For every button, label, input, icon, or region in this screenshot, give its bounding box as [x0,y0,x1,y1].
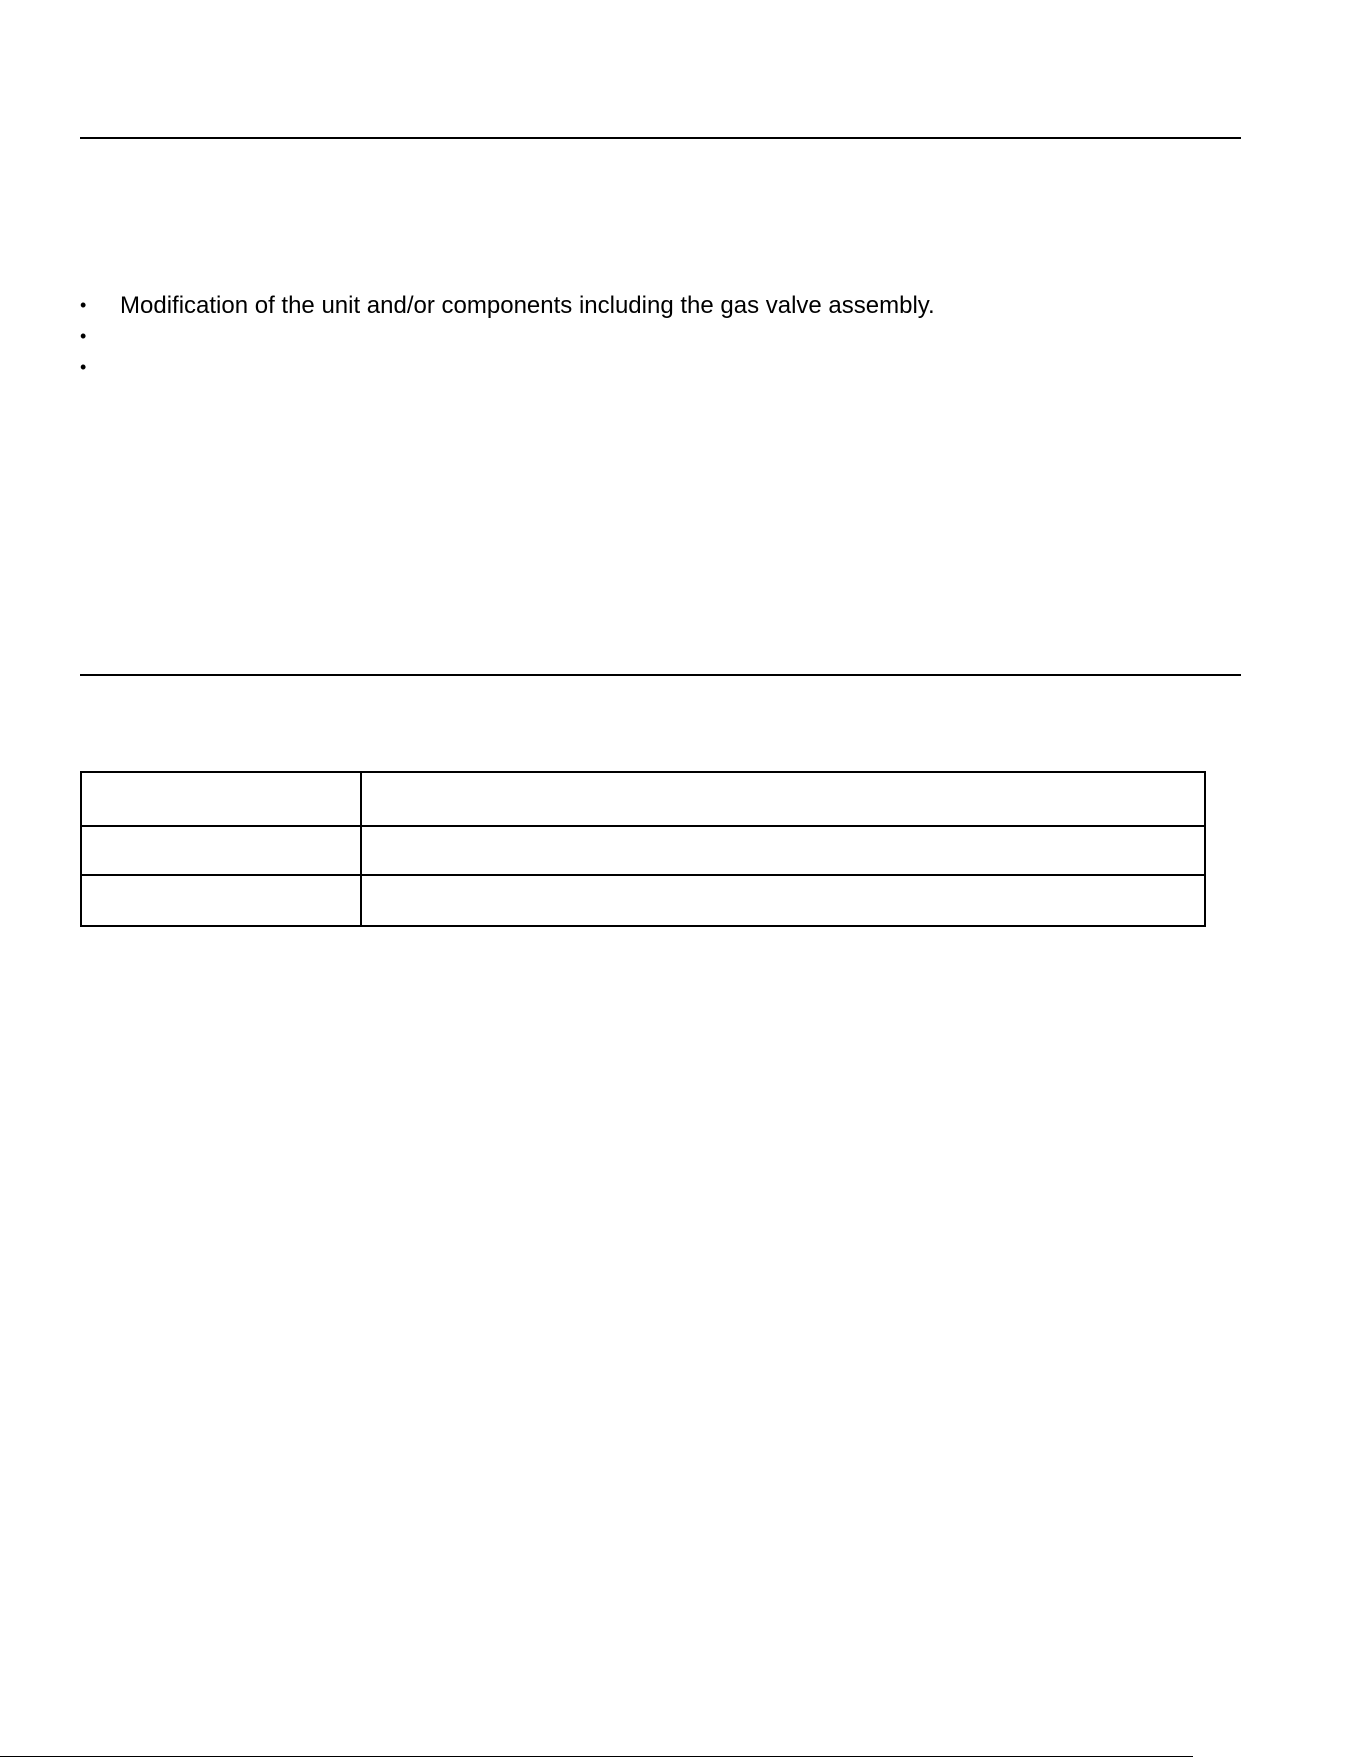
table-row [81,772,1205,826]
section-divider-middle [80,674,1241,676]
bullet-marker: • [80,295,87,315]
footer-divider [0,1756,1193,1757]
table-cell-value [361,772,1205,826]
table-cell-label [81,875,361,926]
spec-table [80,771,1206,927]
table-cell-label [81,772,361,826]
table-row [81,826,1205,875]
section-divider-top [80,137,1241,139]
table-cell-label [81,826,361,875]
bullet-marker: • [80,357,87,377]
table-cell-value [361,875,1205,926]
table-cell-value [361,826,1205,875]
table-row [81,875,1205,926]
bullet-marker: • [80,326,87,346]
bullet-text: Modification of the unit and/or components including the gas valve assembly. [120,292,935,319]
